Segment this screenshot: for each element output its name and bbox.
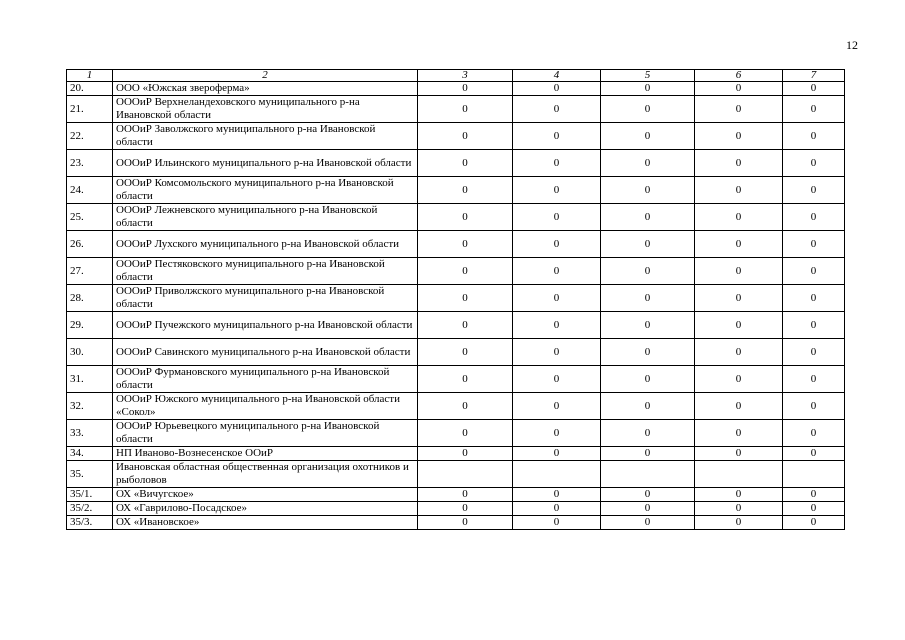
row-number: 20.: [67, 82, 113, 96]
value-cell: 0: [783, 502, 845, 516]
value-cell: 0: [695, 204, 783, 231]
header-cell: 5: [601, 70, 695, 82]
value-cell: 0: [418, 204, 513, 231]
row-number: 21.: [67, 96, 113, 123]
row-number: 30.: [67, 339, 113, 366]
value-cell: 0: [601, 502, 695, 516]
organization-name: ОООиР Юрьевецкого муниципального р-на Ивановской области: [113, 420, 418, 447]
value-cell: 0: [783, 82, 845, 96]
value-cell: [418, 461, 513, 488]
value-cell: 0: [601, 339, 695, 366]
value-cell: 0: [418, 177, 513, 204]
value-cell: 0: [513, 312, 601, 339]
header-cell: 6: [695, 70, 783, 82]
organization-name: ОХ «Вичугское»: [113, 488, 418, 502]
organization-name: ОООиР Пестяковского муниципального р-на Ивановской области: [113, 258, 418, 285]
value-cell: 0: [418, 231, 513, 258]
value-cell: 0: [418, 366, 513, 393]
value-cell: 0: [418, 420, 513, 447]
table-row: [67, 96, 845, 123]
value-cell: 0: [783, 96, 845, 123]
table-row: [67, 366, 845, 393]
value-cell: 0: [513, 177, 601, 204]
table-row: [67, 204, 845, 231]
value-cell: 0: [601, 123, 695, 150]
value-cell: 0: [695, 516, 783, 530]
value-cell: 0: [695, 177, 783, 204]
row-number: 35/3.: [67, 516, 113, 530]
table-row: [67, 393, 845, 420]
organization-name: Ивановская областная общественная организация охотников и рыболовов: [113, 461, 418, 488]
value-cell: 0: [695, 366, 783, 393]
value-cell: 0: [418, 339, 513, 366]
table-row: [67, 488, 845, 502]
table-row: [67, 502, 845, 516]
value-cell: 0: [601, 312, 695, 339]
table-row: [67, 82, 845, 96]
value-cell: 0: [601, 150, 695, 177]
value-cell: 0: [513, 204, 601, 231]
value-cell: 0: [783, 339, 845, 366]
organization-name: ОХ «Гаврилово-Посадское»: [113, 502, 418, 516]
value-cell: 0: [601, 258, 695, 285]
value-cell: 0: [601, 420, 695, 447]
value-cell: 0: [418, 488, 513, 502]
value-cell: 0: [601, 285, 695, 312]
value-cell: 0: [513, 393, 601, 420]
organization-name: ОООиР Пучежского муниципального р-на Ивановской области: [113, 312, 418, 339]
table-row: [67, 123, 845, 150]
row-number: 22.: [67, 123, 113, 150]
value-cell: 0: [418, 258, 513, 285]
value-cell: 0: [695, 150, 783, 177]
table-row: [67, 516, 845, 530]
value-cell: 0: [783, 285, 845, 312]
value-cell: 0: [513, 82, 601, 96]
organization-name: ОООиР Верхнеландеховского муниципального р-на Ивановской области: [113, 96, 418, 123]
value-cell: 0: [513, 366, 601, 393]
row-number: 34.: [67, 447, 113, 461]
value-cell: 0: [513, 502, 601, 516]
table-row: [67, 285, 845, 312]
value-cell: 0: [418, 82, 513, 96]
value-cell: 0: [418, 447, 513, 461]
value-cell: 0: [695, 420, 783, 447]
value-cell: 0: [695, 285, 783, 312]
table-row: [67, 258, 845, 285]
value-cell: 0: [601, 177, 695, 204]
value-cell: 0: [418, 150, 513, 177]
row-number: 33.: [67, 420, 113, 447]
row-number: 27.: [67, 258, 113, 285]
value-cell: 0: [783, 420, 845, 447]
header-cell: 3: [418, 70, 513, 82]
row-number: 25.: [67, 204, 113, 231]
table-row: [67, 177, 845, 204]
value-cell: 0: [418, 123, 513, 150]
value-cell: 0: [418, 502, 513, 516]
value-cell: 0: [513, 447, 601, 461]
organization-name: ОХ «Ивановское»: [113, 516, 418, 530]
value-cell: 0: [601, 488, 695, 502]
header-cell: 1: [67, 70, 113, 82]
table-row: [67, 461, 845, 488]
value-cell: 0: [783, 447, 845, 461]
value-cell: 0: [695, 502, 783, 516]
value-cell: 0: [695, 123, 783, 150]
value-cell: [695, 461, 783, 488]
value-cell: 0: [513, 150, 601, 177]
value-cell: 0: [513, 420, 601, 447]
value-cell: 0: [783, 488, 845, 502]
organization-name: ОООиР Фурмановского муниципального р-на Ивановской области: [113, 366, 418, 393]
table-row: [67, 150, 845, 177]
value-cell: 0: [513, 231, 601, 258]
organization-name: ООО «Южская звероферма»: [113, 82, 418, 96]
row-number: 35.: [67, 461, 113, 488]
organization-name: ОООиР Комсомольского муниципального р-на Ивановской области: [113, 177, 418, 204]
value-cell: 0: [695, 488, 783, 502]
value-cell: [783, 461, 845, 488]
organization-name: ОООиР Приволжского муниципального р-на Ивановской области: [113, 285, 418, 312]
table-row: [67, 420, 845, 447]
value-cell: 0: [695, 312, 783, 339]
row-number: 32.: [67, 393, 113, 420]
row-number: 35/2.: [67, 502, 113, 516]
row-number: 31.: [67, 366, 113, 393]
value-cell: 0: [418, 96, 513, 123]
value-cell: 0: [783, 150, 845, 177]
value-cell: 0: [601, 96, 695, 123]
row-number: 28.: [67, 285, 113, 312]
value-cell: 0: [695, 96, 783, 123]
value-cell: 0: [695, 393, 783, 420]
value-cell: 0: [513, 285, 601, 312]
row-number: 29.: [67, 312, 113, 339]
value-cell: 0: [783, 516, 845, 530]
table-row: [67, 447, 845, 461]
value-cell: 0: [601, 393, 695, 420]
organization-name: ОООиР Заволжского муниципального р-на Ивановской области: [113, 123, 418, 150]
value-cell: 0: [418, 312, 513, 339]
value-cell: 0: [783, 366, 845, 393]
value-cell: [513, 461, 601, 488]
value-cell: 0: [513, 96, 601, 123]
value-cell: 0: [418, 393, 513, 420]
value-cell: 0: [601, 82, 695, 96]
value-cell: 0: [513, 339, 601, 366]
value-cell: 0: [695, 258, 783, 285]
value-cell: 0: [783, 312, 845, 339]
value-cell: 0: [513, 516, 601, 530]
header-cell: 7: [783, 70, 845, 82]
table-row: [67, 231, 845, 258]
value-cell: 0: [783, 231, 845, 258]
header-row: [67, 70, 845, 82]
row-number: 23.: [67, 150, 113, 177]
data-table: [66, 69, 845, 530]
page-number: 12: [846, 38, 858, 52]
organization-name: ОООиР Южского муниципального р-на Ивановской области «Сокол»: [113, 393, 418, 420]
value-cell: 0: [695, 339, 783, 366]
organization-name: ОООиР Ильинского муниципального р-на Ивановской области: [113, 150, 418, 177]
value-cell: 0: [418, 516, 513, 530]
row-number: 35/1.: [67, 488, 113, 502]
value-cell: 0: [783, 177, 845, 204]
header-cell: 4: [513, 70, 601, 82]
value-cell: 0: [418, 285, 513, 312]
value-cell: 0: [513, 258, 601, 285]
value-cell: 0: [601, 204, 695, 231]
value-cell: 0: [695, 231, 783, 258]
row-number: 24.: [67, 177, 113, 204]
organization-name: НП Иваново-Вознесенское ООиР: [113, 447, 418, 461]
value-cell: 0: [783, 393, 845, 420]
value-cell: 0: [601, 366, 695, 393]
table-row: [67, 339, 845, 366]
value-cell: 0: [783, 123, 845, 150]
value-cell: 0: [783, 204, 845, 231]
value-cell: 0: [601, 447, 695, 461]
row-number: 26.: [67, 231, 113, 258]
value-cell: 0: [695, 82, 783, 96]
value-cell: 0: [601, 231, 695, 258]
value-cell: 0: [695, 447, 783, 461]
organization-name: ОООиР Лухского муниципального р-на Ивановской области: [113, 231, 418, 258]
table-row: [67, 312, 845, 339]
organization-name: ОООиР Лежневского муниципального р-на Ивановской области: [113, 204, 418, 231]
value-cell: 0: [513, 123, 601, 150]
value-cell: 0: [783, 258, 845, 285]
value-cell: [601, 461, 695, 488]
header-cell: 2: [113, 70, 418, 82]
organization-name: ОООиР Савинского муниципального р-на Ивановской области: [113, 339, 418, 366]
value-cell: 0: [601, 516, 695, 530]
value-cell: 0: [513, 488, 601, 502]
